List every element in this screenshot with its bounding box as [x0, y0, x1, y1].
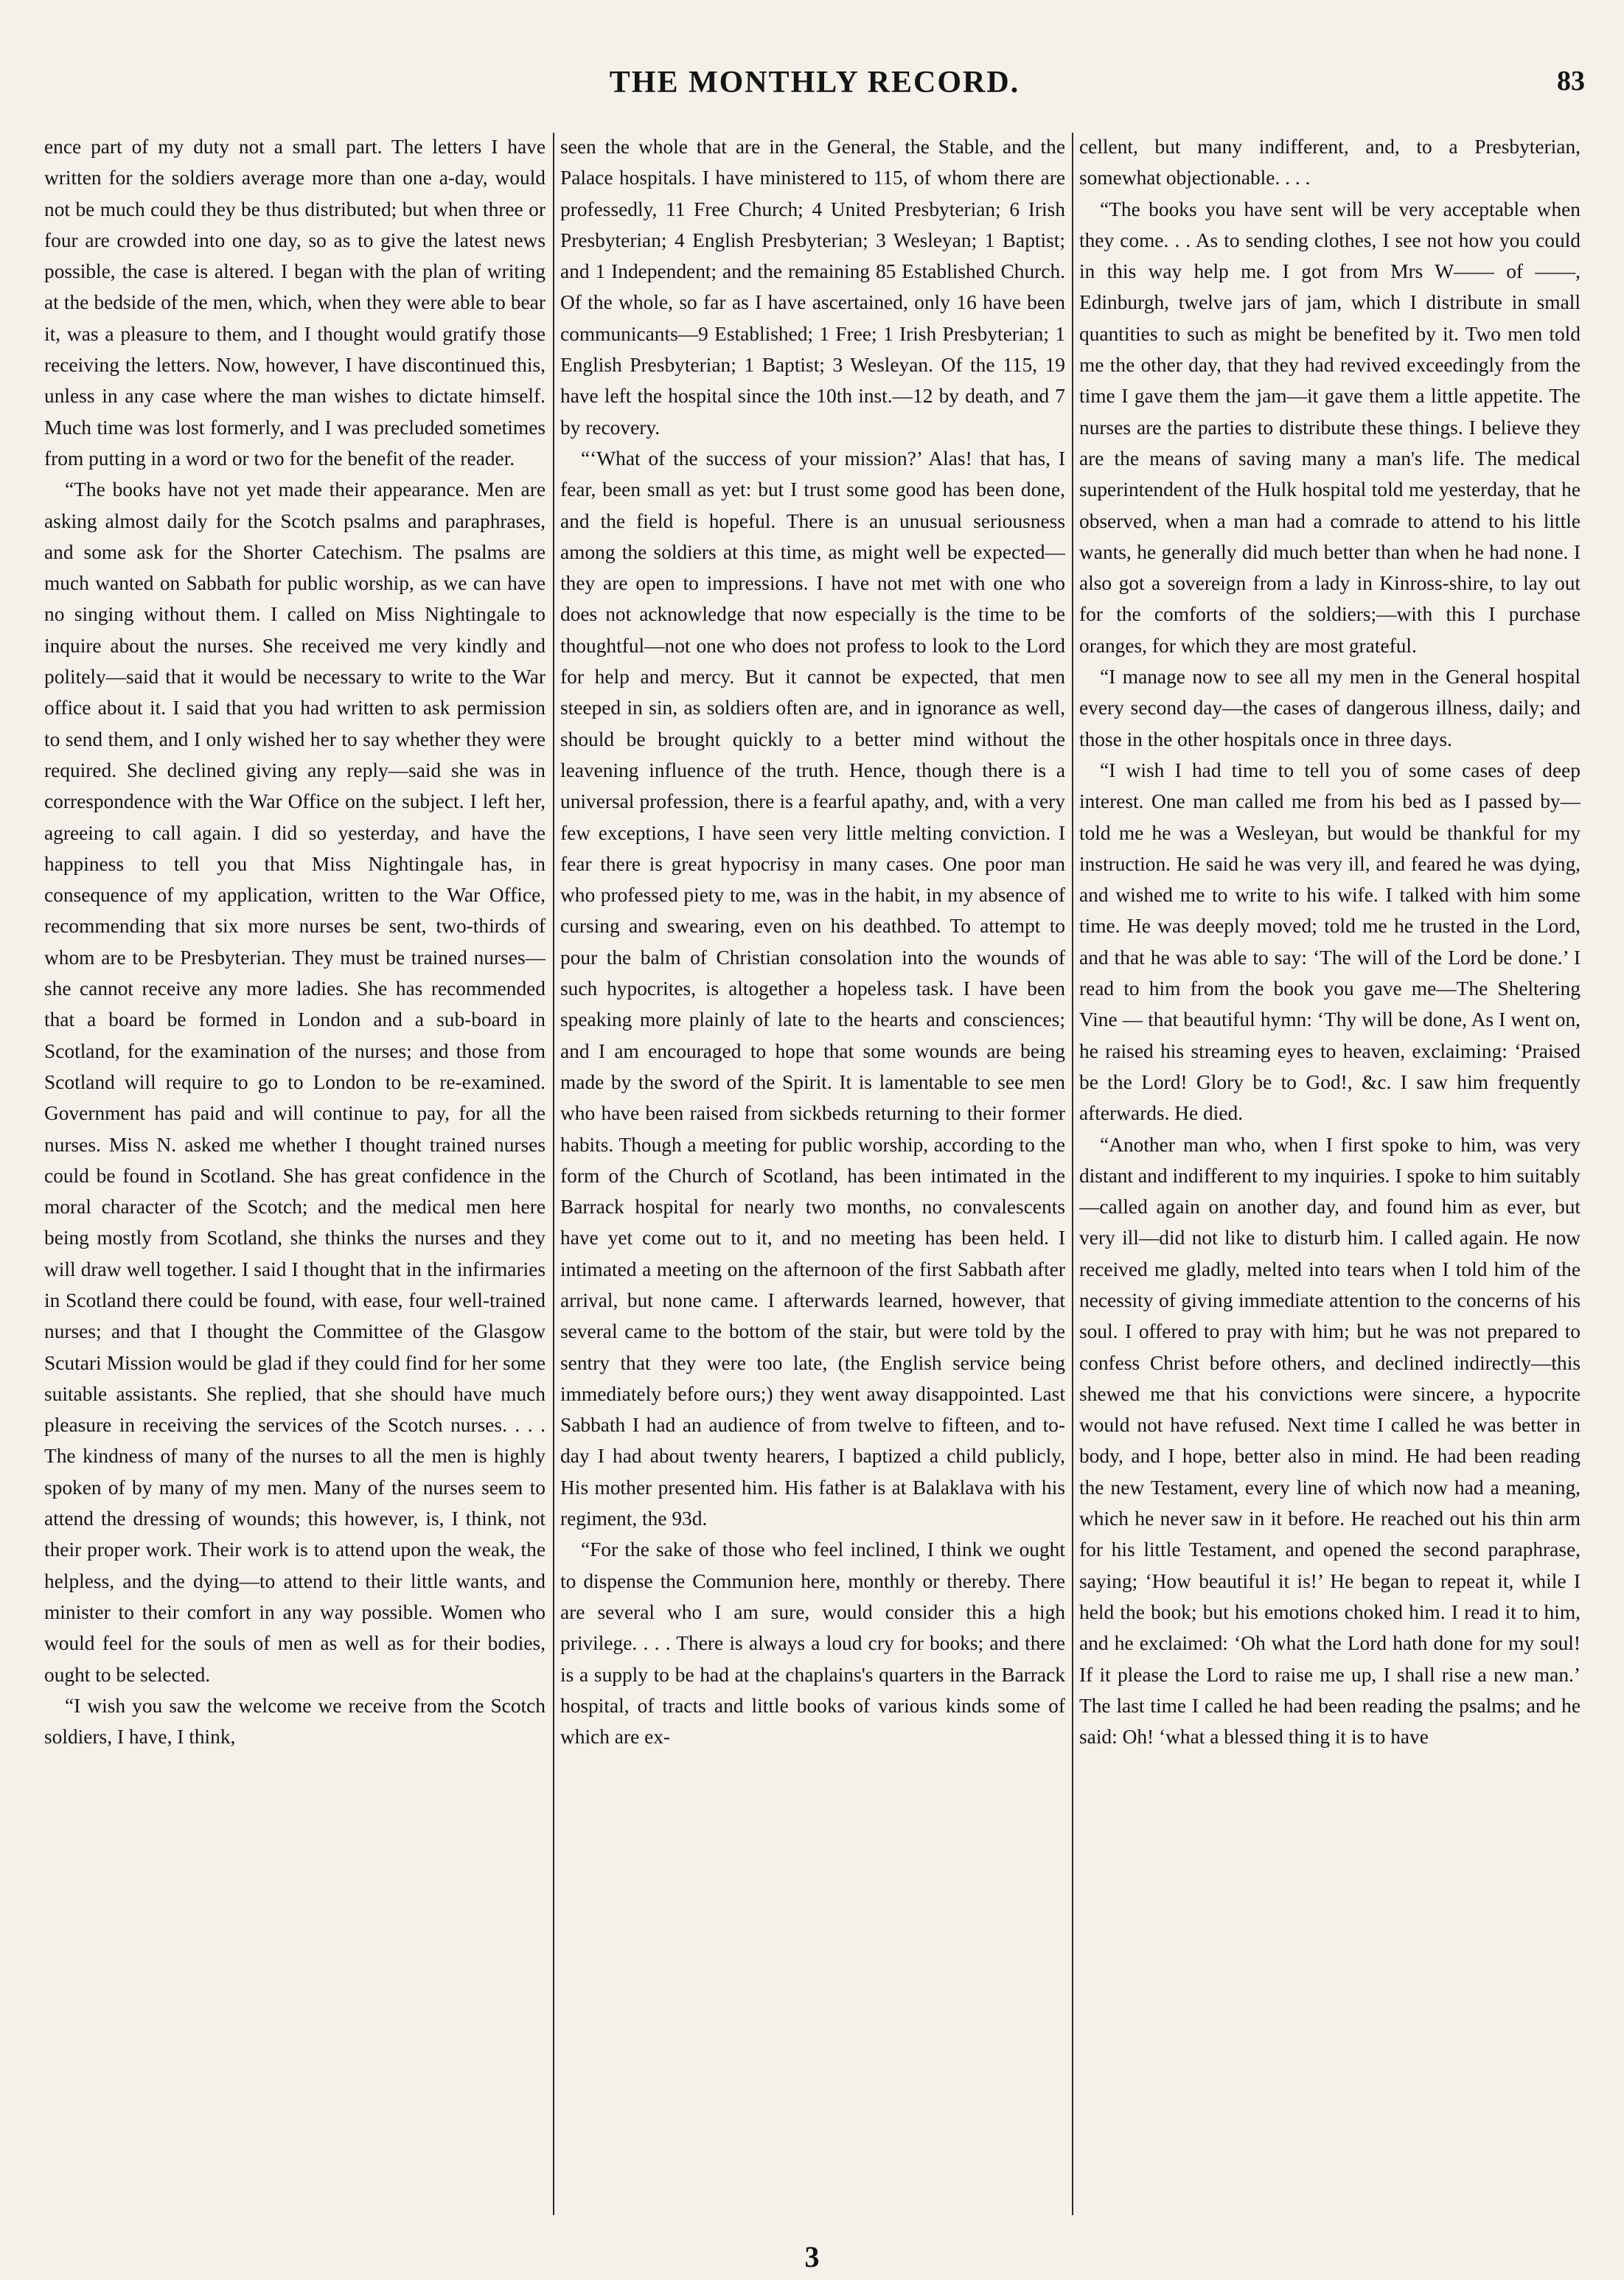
column-rule-left — [553, 133, 554, 2215]
paragraph: “I manage now to see all my men in the General hospital every second day—the cases of dangerous illness, daily; and those in the other hospitals once in three days. — [1079, 666, 1581, 750]
running-title: THE MONTHLY RECORD. — [609, 66, 1020, 100]
column-rule-right — [1072, 133, 1073, 2215]
paragraph: “The books you have sent will be very acceptable when they come. . . As to sending clothes, I see not how you could in this way help me. I got from Mrs W—— of ——, Edinburgh, twelve jars of jam, which I distribute in small quantities to such as might be benefited by it. Two men told me the other day, that they had revived exceedingly from the time I gave them the jam—it gave them a little appetite. The nurses are the parties to distribute these things. I believe they are the means of saving many a man's life. The medical superintendent of the Hulk hospital told me yesterday, that he observed, when a man had a comrade to attend to his little wants, he generally did much better than when he had none. I also got a sovereign from a lady in Kinross-shire, to lay out for the comforts of the soldiers;—with this I purchase oranges, for which they are most grateful. — [1079, 198, 1581, 657]
column-middle — [560, 131, 1065, 2219]
paragraph: seen the whole that are in the General, the Stable, and the Palace hospitals. I have ministered to 115, of whom there are professedly, 11 Free Church; 4 United Presbyterian; 6 Irish Presbyterian; 4 English Presbyterian; 3 Wesleyan; 1 Baptist; and 1 Independent; and the remaining 85 Established Church. Of the whole, so far as I have ascertained, only 16 have been communicants—9 Established; 1 Free; 1 Irish Presbyterian; 1 English Presbyterian; 1 Baptist; 3 Wesleyan. Of the 115, 19 have left the hospital since the 10th inst.—12 by death, and 7 by recovery. — [560, 136, 1065, 439]
paragraph: “‘What of the success of your mission?’ Alas! that has, I fear, been small as yet: but I trust some good has been done, and the field is hopeful. There is an unusual seriousness among the soldiers at this time, as might well be expected—they are open to impressions. I have not met with one who does not acknowledge that now especially is the time to be thoughtful—not one who does not profess to look to the Lord for help and mercy. But it cannot be expected, that men steeped in sin, as soldiers often are, and in ignorance as well, should be brought quickly to a better mind without the leavening influence of the truth. Hence, though there is a universal profession, there is a fearful apathy, and, with a very few exceptions, I have seen very little melting conviction. I fear there is great hypocrisy in many cases. One poor man who professed piety to me, was in the habit, in my absence of cursing and swearing, even on his deathbed. To attempt to pour the balm of Christian consolation into the wounds of such hypocrites, is altogether a hopeless task. I have been speaking more plainly of late to the hearts and consciences; and I am encouraged to hope that some wounds are being made by the sword of the Spirit. It is lamentable to see men who have been raised from sickbeds returning to their former habits. Though a meeting for public worship, according to the form of the Church of Scotland, has been intimated in the Barrack hospital for nearly two months, no convalescents have yet come out to it, and no meeting has been held. I intimated a meeting on the afternoon of the first Sabbath after arrival, but none came. I afterwards learned, however, that several came to the bottom of the stair, but were told by the sentry that they were too late, (the English service being immediately before ours;) they went away disappointed. Last Sabbath I had an audience of from twelve to fifteen, and to-day I had about twenty hearers, I baptized a child publicly, His mother presented him. His father is at Balaklava with his regiment, the 93d. — [560, 447, 1065, 1530]
page-number: 83 — [1557, 66, 1585, 97]
paragraph: “Another man who, when I first spoke to him, was very distant and indifferent to my inquiries. I spoke to him suitably—called again on another day, and found him as ever, but very ill—did not like to disturb him. I called again. He now received me gladly, melted into tears when I told him of the necessity of giving immediate attention to the concerns of his soul. I offered to pray with him; but he was not prepared to confess Christ before others, and declined indirectly—this shewed me that his convictions were sincere, a hypocrite would not have refused. Next time I called he was better in body, and I hope, better also in mind. He had been reading the new Testament, every line of which now had a meaning, which he never saw in it before. He reached out his thin arm for his little Testament, and opened the second paraphrase, saying; ‘How beautiful it is!’ He began to repeat it, while I held the book; but his emotions choked him. I read it to him, and he exclaimed: ‘Oh what the Lord hath done for my soul! If it please the Lord to raise me up, I shall rise a new man.’ The last time I called he had been reading the psalms; and he said: Oh! ‘what a blessed thing it is to have — [1079, 1133, 1581, 1749]
paragraph: “For the sake of those who feel inclined, I think we ought to dispense the Communion here, monthly or thereby. There are several who I am sure, would consider this a high privilege. . . . There is always a loud cry for books; and there is a supply to be had at the chaplains's quarters in the Barrack hospital, of tracts and little books of various kinds some of which are ex- — [560, 1538, 1065, 1749]
paragraph: “I wish you saw the welcome we receive from the Scotch soldiers, I have, I think, — [44, 1694, 546, 1749]
signature-mark: 3 — [804, 2240, 820, 2273]
paragraph: “I wish I had time to tell you of some cases of deep interest. One man called me from his bed as I passed by—told me he was a Wesleyan, but would be thankful for my instruction. He said he was very ill, and feared he was dying, and wished me to write to his wife. I talked with him some time. He was deeply moved; told me he trusted in the Lord, and that he was able to say: ‘The will of the Lord be done.’ I read to him from the book you gave me—The Sheltering Vine — that beautiful hymn: ‘Thy will be done, As I went on, he raised his streaming eyes to heaven, exclaiming: ‘Praised be the Lord! Glory be to God!, &c. I saw him frequently afterwards. He died. — [1079, 759, 1581, 1125]
paragraph: cellent, but many indifferent, and, to a Presbyterian, somewhat objectionable. . . . — [1079, 136, 1581, 189]
paragraph: “The books have not yet made their appearance. Men are asking almost daily for the Scotch psalms and paraphrases, and some ask for the Shorter Catechism. The psalms are much wanted on Sabbath for public worship, as we can have no singing without them. I called on Miss Nightingale to inquire about the nurses. She received me very kindly and politely—said that it would be necessary to write to the War office about it. I said that you had written to ask permission to send them, and I only wished her to say whether they were required. She declined giving any reply—said she was in correspondence with the War Office on the subject. I left her, agreeing to call again. I did so yesterday, and have the happiness to tell you that Miss Nightingale has, in consequence of my application, written to the War Office, recommending that six more nurses be sent, two-thirds of whom are to be Presbyterian. They must be trained nurses—she cannot receive any more ladies. She has recommended that a board be formed in London and a sub-board in Scotland, for the examination of the nurses; and those from Scotland will require to go to London to be re-examined. Government has paid and will continue to pay, for all the nurses. Miss N. asked me whether I thought trained nurses could be found in Scotland. She has great confidence in the moral character of the Scotch; and the medical men here being mostly from Scotland, she thinks the nurses and they will draw well together. I said I thought that in the infirmaries in Scotland there could be found, with ease, four well-trained nurses; and that I thought the Committee of the Glasgow Scutari Mission would be glad if they could find for her some suitable assistants. She replied, that she should have much pleasure in receiving the services of the Scotch nurses. . . . The kindness of many of the nurses to all the men is highly spoken of by many of my men. Many of the nurses seem to attend the dressing of wounds; this however, is, I think, not their proper work. Their work is to attend upon the weak, the helpless, and the dying—to attend to their little wants, and minister to their comfort in any way possible. Women who would feel for the souls of men as well as for their bodies, ought to be selected. — [44, 478, 546, 1686]
column-right — [1079, 131, 1581, 2219]
paragraph: ence part of my duty not a small part. The letters I have written for the soldiers average more than one a-day, would not be much could they be thus distributed; but when three or four are crowded into one day, so as to give the latest news possible, the case is altered. I began with the plan of writing at the bedside of the men, which, when they were able to bear it, was a pleasure to them, and I thought would gratify those receiving the letters. Now, however, I have discontinued this, unless in any case where the man wishes to dictate himself. Much time was lost formerly, and I was precluded sometimes from putting in a word or two for the benefit of the reader. — [44, 136, 546, 470]
page-header — [44, 65, 1585, 109]
column-left — [44, 131, 546, 2219]
